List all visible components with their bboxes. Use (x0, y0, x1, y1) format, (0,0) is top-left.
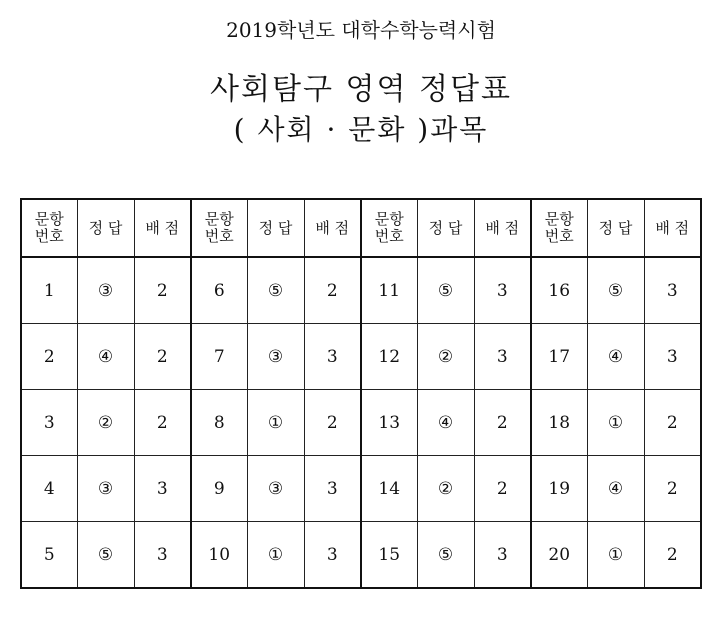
answer-value: ③ (247, 324, 304, 390)
point-value: 3 (474, 257, 531, 324)
col-header-answer: 정 답 (77, 199, 134, 257)
point-value: 3 (304, 456, 361, 522)
answer-value: ② (417, 456, 474, 522)
answer-value: ① (587, 522, 644, 589)
col-header-answer: 정 답 (587, 199, 644, 257)
point-value: 3 (134, 522, 191, 589)
table-row (21, 390, 701, 456)
answer-value: ④ (587, 324, 644, 390)
point-value: 2 (474, 456, 531, 522)
question-number: 6 (191, 257, 247, 324)
point-value: 2 (134, 390, 191, 456)
answer-value: ⑤ (77, 522, 134, 589)
answer-table (20, 198, 702, 589)
point-value: 3 (304, 522, 361, 589)
header-row (21, 199, 701, 257)
col-header-number: 문항 번호 (191, 199, 247, 257)
answer-value: ④ (77, 324, 134, 390)
col-header-points: 배 점 (474, 199, 531, 257)
answer-value: ⑤ (247, 257, 304, 324)
answer-value: ④ (587, 456, 644, 522)
point-value: 3 (134, 456, 191, 522)
answer-value: ③ (77, 456, 134, 522)
point-value: 3 (304, 324, 361, 390)
exam-subtitle: 2019학년도 대학수학능력시험 (226, 18, 496, 42)
answer-value: ④ (417, 390, 474, 456)
question-number: 4 (21, 456, 77, 522)
point-value: 2 (304, 390, 361, 456)
point-value: 2 (644, 522, 701, 589)
point-value: 2 (134, 257, 191, 324)
question-number: 5 (21, 522, 77, 589)
table-row (21, 257, 701, 324)
question-number: 7 (191, 324, 247, 390)
question-number: 18 (531, 390, 587, 456)
question-number: 17 (531, 324, 587, 390)
point-value: 2 (644, 456, 701, 522)
question-number: 12 (361, 324, 417, 390)
answer-value: ③ (247, 456, 304, 522)
question-number: 2 (21, 324, 77, 390)
point-value: 2 (304, 257, 361, 324)
answer-value: ① (587, 390, 644, 456)
table-row (21, 456, 701, 522)
question-number: 14 (361, 456, 417, 522)
col-header-points: 배 점 (134, 199, 191, 257)
question-number: 19 (531, 456, 587, 522)
point-value: 2 (134, 324, 191, 390)
answer-value: ① (247, 522, 304, 589)
question-number: 20 (531, 522, 587, 589)
question-number: 13 (361, 390, 417, 456)
answer-value: ⑤ (587, 257, 644, 324)
answer-table-body (21, 257, 701, 588)
point-value: 3 (474, 522, 531, 589)
answer-value: ⑤ (417, 257, 474, 324)
answer-value: ② (417, 324, 474, 390)
col-header-number: 문항 번호 (361, 199, 417, 257)
subject-title: ( 사회 · 문화 )과목 (233, 113, 489, 146)
answer-value: ② (77, 390, 134, 456)
point-value: 3 (644, 257, 701, 324)
table-row (21, 324, 701, 390)
question-number: 10 (191, 522, 247, 589)
question-number: 15 (361, 522, 417, 589)
col-header-points: 배 점 (644, 199, 701, 257)
question-number: 8 (191, 390, 247, 456)
col-header-answer: 정 답 (247, 199, 304, 257)
question-number: 1 (21, 257, 77, 324)
col-header-number: 문항 번호 (21, 199, 77, 257)
question-number: 3 (21, 390, 77, 456)
point-value: 3 (474, 324, 531, 390)
table-row (21, 522, 701, 589)
page-title: 사회탐구 영역 정답표 (210, 72, 512, 107)
col-header-number: 문항 번호 (531, 199, 587, 257)
point-value: 3 (644, 324, 701, 390)
point-value: 2 (644, 390, 701, 456)
answer-value: ⑤ (417, 522, 474, 589)
point-value: 2 (474, 390, 531, 456)
question-number: 9 (191, 456, 247, 522)
answer-value: ① (247, 390, 304, 456)
col-header-points: 배 점 (304, 199, 361, 257)
col-header-answer: 정 답 (417, 199, 474, 257)
question-number: 11 (361, 257, 417, 324)
question-number: 16 (531, 257, 587, 324)
answer-value: ③ (77, 257, 134, 324)
